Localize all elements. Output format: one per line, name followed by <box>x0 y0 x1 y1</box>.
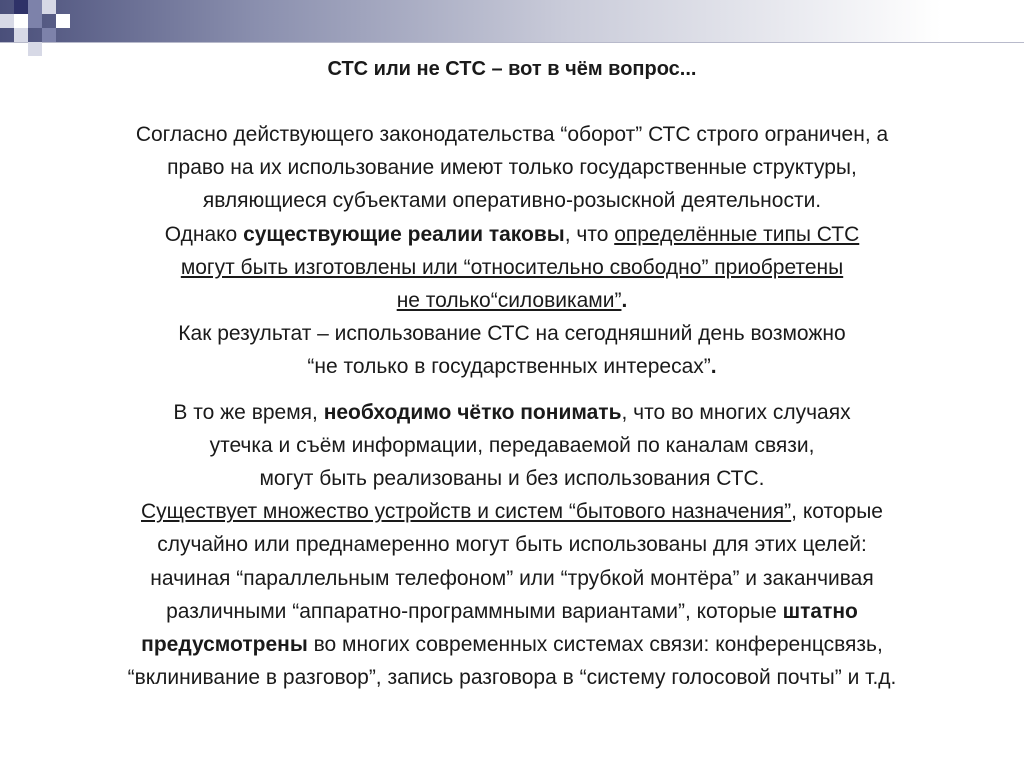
text-line: являющиеся субъектами оперативно-розыскной деятельности. <box>202 189 822 213</box>
text-line: право на их использование имеют только государственные структуры, <box>167 156 857 180</box>
logo-square <box>28 42 42 56</box>
text-line: утечка и съём информации, передаваемой по каналам связи, <box>209 433 815 457</box>
text-segment: , что <box>564 222 615 246</box>
logo-square <box>28 0 42 14</box>
text-segment: . <box>710 355 717 379</box>
text-line <box>20 495 1004 528</box>
paragraph-1 <box>20 118 1004 384</box>
text-segment: , что во многих случаях <box>621 400 851 424</box>
logo-square <box>14 0 28 14</box>
text-line <box>20 251 1004 284</box>
text-segment: . <box>621 289 628 313</box>
text-segment: во многих современных системах связи: конференцсвязь, <box>307 633 883 657</box>
paragraph-gap <box>20 384 1004 396</box>
text-line: могут быть реализованы и без использования СТС. <box>259 467 765 491</box>
text-line: “вклинивание в разговор”, запись разговора в “систему голосовой почты” и т.д. <box>127 666 897 690</box>
text-segment: В то же время, <box>173 400 324 424</box>
emphasis-text: необходимо чётко понимать <box>323 400 622 424</box>
slide-body <box>20 118 1004 694</box>
text-line <box>20 350 1004 383</box>
text-line: Как результат – использование СТС на сегодняшний день возможно <box>178 322 846 346</box>
logo-square <box>14 14 28 28</box>
text-line: Согласно действующего законодательства “оборот” СТС строго ограничен, а <box>135 123 889 146</box>
text-line <box>20 396 1004 429</box>
text-segment: , которые <box>791 500 883 524</box>
text-line <box>20 218 1004 251</box>
logo-square <box>28 14 42 28</box>
logo-square <box>0 14 14 28</box>
logo-square <box>42 0 56 14</box>
emphasis-text: существующие реалии таковы <box>243 222 565 246</box>
logo-square <box>56 14 70 28</box>
logo-square <box>42 28 56 42</box>
text-line <box>20 628 1004 661</box>
emphasis-text: предусмотрены <box>141 633 308 657</box>
underlined-text: определённые типы СТС <box>614 222 860 246</box>
paragraph-2 <box>20 396 1004 695</box>
text-segment: Однако <box>164 222 244 246</box>
underlined-text: не только“силовиками” <box>396 289 622 313</box>
text-segment: различными “аппаратно-программными вариантами”, которые <box>166 599 783 623</box>
emphasis-text: штатно <box>782 599 858 623</box>
text-line <box>20 284 1004 317</box>
underlined-text: могут быть изготовлены или “относительно свободно” приобретены <box>180 255 844 279</box>
text-line <box>20 595 1004 628</box>
text-segment: “не только в государственных интересах” <box>307 355 711 379</box>
logo-square <box>14 28 28 42</box>
underlined-text: Существует множество устройств и систем “бытового назначения” <box>141 500 792 524</box>
slide-title: СТС или не СТС – вот в чём вопрос... <box>327 58 697 80</box>
header-band <box>0 0 1024 43</box>
text-line: начиная “параллельным телефоном” или “трубкой монтёра” и заканчивая <box>150 566 874 590</box>
text-line: случайно или преднамеренно могут быть использованы для этих целей: <box>157 533 867 557</box>
